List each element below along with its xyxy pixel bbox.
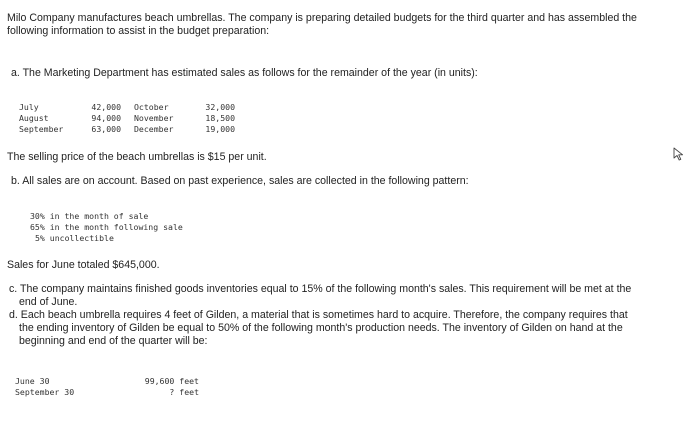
gilden-date: September 30: [15, 387, 75, 397]
intro-paragraph: [7, 12, 697, 38]
gilden-date: June 30: [15, 376, 50, 386]
part-a-text: a. The Marketing Department has estimated sales as follows for the remainder of the year (in units):: [11, 67, 478, 79]
pattern-item: 5% uncollectible: [35, 233, 114, 243]
part-c-text: [9, 283, 694, 309]
sales-units: 63,000: [91, 124, 121, 134]
sales-month: October: [134, 102, 169, 112]
part-b-text: b. All sales are on account. Based on past experience, sales are collected in the following pattern:: [11, 175, 469, 187]
pattern-item: 30% in the month of sale: [30, 211, 149, 221]
sales-units: 94,000: [91, 113, 121, 123]
sales-units: 19,000: [205, 124, 235, 134]
part-c-line-1: c. The company maintains finished goods inventories equal to 15% of the following month's sales. This requirement will be met at the: [9, 283, 632, 295]
intro-line-1: Milo Company manufactures beach umbrellas. The company is preparing detailed budgets for the third quarter and has assembled the: [7, 12, 637, 24]
sales-month: August: [19, 113, 49, 123]
sales-units: 42,000: [91, 102, 121, 112]
pattern-item: 65% in the month following sale: [30, 222, 183, 232]
intro-line-2: following information to assist in the budget preparation:: [7, 25, 270, 37]
part-d-line-3: beginning and end of the quarter will be:: [19, 335, 208, 347]
sales-units: 18,500: [205, 113, 235, 123]
gilden-amount: ? feet: [169, 387, 199, 397]
sales-month: July: [19, 102, 39, 112]
part-d-line-2: the ending inventory of Gilden be equal to 50% of the following month's production needs. The inventory of Gilden on hand at the: [19, 322, 623, 334]
june-sales-text: Sales for June totaled $645,000.: [7, 259, 160, 271]
price-text: The selling price of the beach umbrellas is $15 per unit.: [7, 151, 267, 163]
sales-units: 32,000: [205, 102, 235, 112]
mouse-pointer-icon: [673, 147, 685, 161]
part-d-text: [9, 309, 697, 348]
collection-pattern: [30, 211, 183, 244]
part-d-line-1: d. Each beach umbrella requires 4 feet of Gilden, a material that is sometimes hard to acquire. Therefore, the company requires that: [9, 309, 628, 321]
sales-month: November: [134, 113, 174, 123]
gilden-amount: 99,600 feet: [144, 376, 199, 386]
part-c-line-2: end of June.: [19, 296, 78, 308]
sales-month: September: [19, 124, 64, 134]
sales-month: December: [134, 124, 174, 134]
